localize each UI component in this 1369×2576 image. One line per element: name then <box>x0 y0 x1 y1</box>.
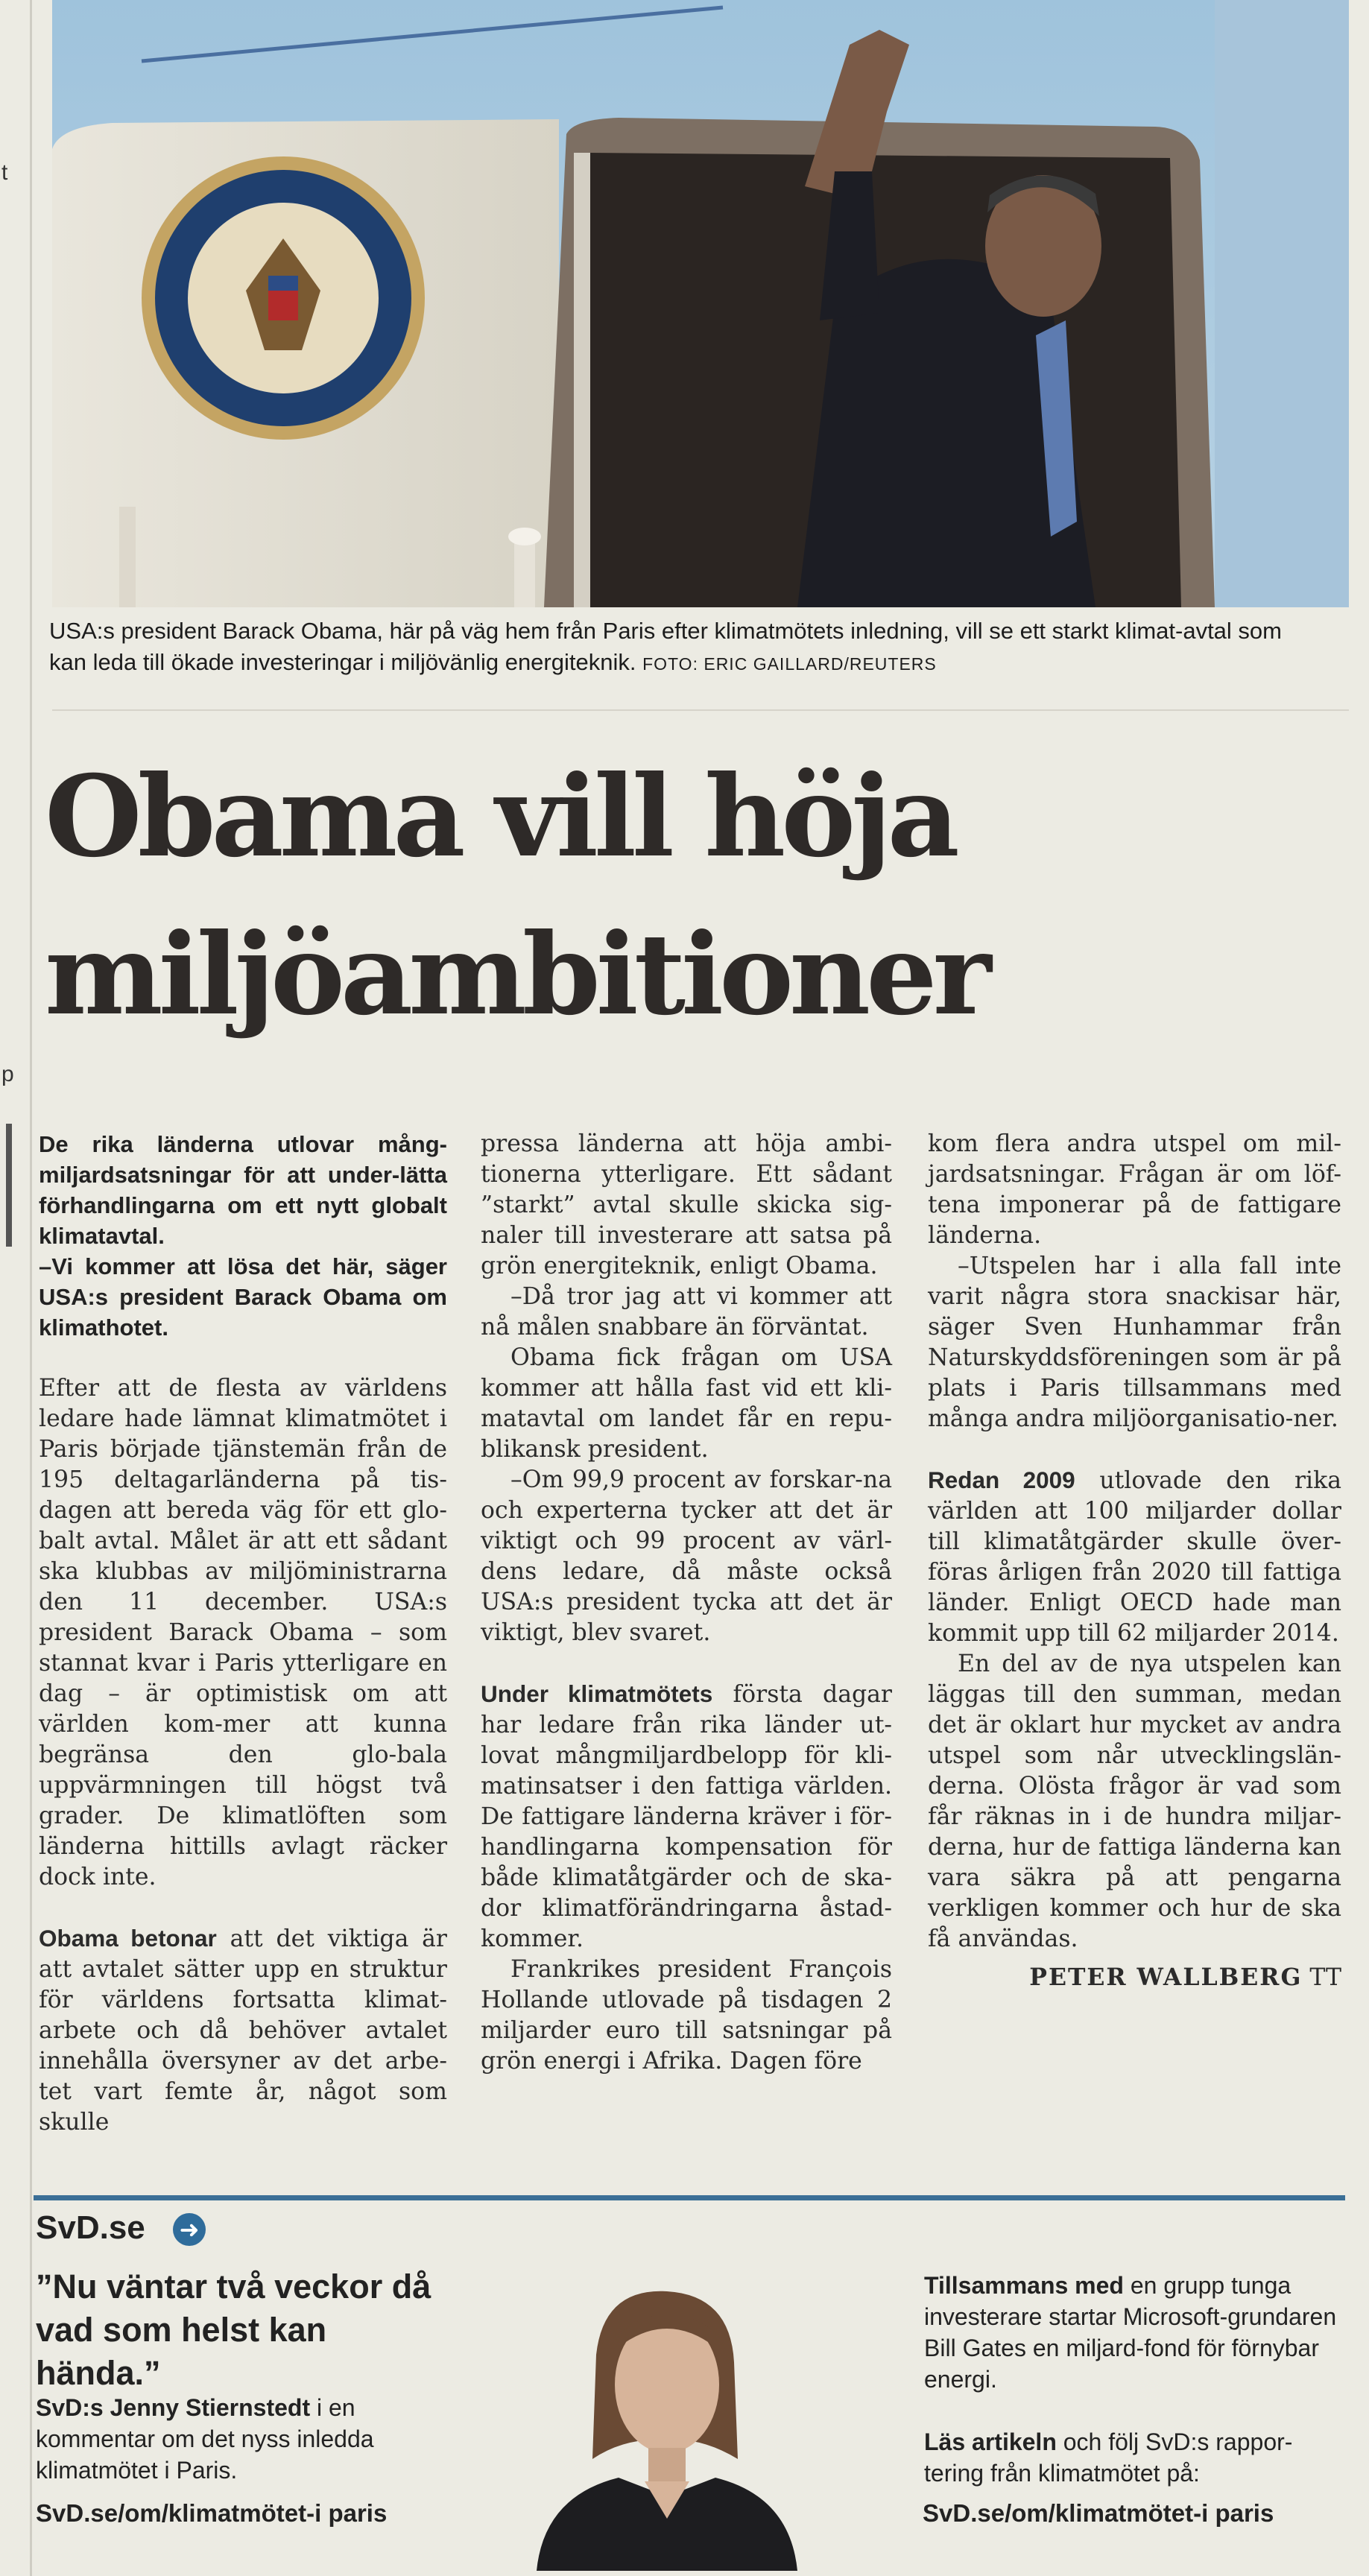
article-paragraph: –Om 99,9 procent av forskar-na och experterna tycker att det är viktigt och 99 procent av värl-dens ledare, då måste också USA:s president tycka att det är viktigt, blev svaret. <box>481 1466 892 1646</box>
subhead-inline: Under klimatmötets <box>481 1680 713 1707</box>
subhead-inline: Obama betonar <box>39 1925 217 1952</box>
article-lead-quote: –Vi kommer att lösa det här, säger USA:s president Barack Obama om klimathotet. <box>39 1253 447 1341</box>
promo-paragraph <box>924 2270 1341 2395</box>
paragraph-text: att det viktiga är att avtalet sätter upp en struktur för världens fortsatta klimat-arbete och då behöver avtalet innehålla översyner av det arbe-tet vart femte år, något som skulle <box>39 1925 447 2136</box>
promo-text: en grupp tunga investerare startar Microsoft-grundaren Bill Gates en miljard-fond för förnybar energi. <box>924 2272 1337 2393</box>
promo-paragraph <box>924 2426 1341 2489</box>
arrow-right-icon: ➜ <box>173 2213 206 2246</box>
article-column-3 <box>928 1129 1341 1993</box>
margin-line <box>30 0 32 2576</box>
photo-illustration <box>52 0 1349 607</box>
promo-link-left[interactable]: SvD.se/om/klimatmötet-i paris <box>36 2499 388 2527</box>
article-paragraph: kom flera andra utspel om mil-jardsatsningar. Frågan är om löf-tena imponerar på de fattigare länderna. <box>928 1130 1341 1249</box>
article-paragraph <box>481 1679 892 1955</box>
article-paragraph: –Utspelen har i alla fall inte varit några stora snackisar här, säger Sven Hunhammar från Naturskyddsföreningen som är på plats i Paris tillsammans med många andra miljöorganisatio-ner. <box>928 1253 1341 1432</box>
article-paragraph <box>39 1923 447 2138</box>
article-paragraph: –Då tror jag att vi kommer att nå målen snabbare än förväntat. <box>481 1283 892 1341</box>
promo-subhead: Läs artikeln <box>924 2428 1057 2455</box>
paragraph-text: utlovade den rika världen att 100 miljarder dollar till klimatåtgärder skulle över-föras årligen från 2020 till fattiga länder. Enligt OECD hade man kommit upp till 62 miljarder 2014. <box>928 1467 1341 1647</box>
portrait-illustration <box>514 2273 812 2571</box>
article-column-2 <box>481 1129 892 2077</box>
article-paragraph: Efter att de flesta av världens ledare hade lämnat klimatmötet i Paris började tjänstemän från de 195 deltagarländerna på tis-dagen att bereda väg för ett glo-balt avtal. Målet är att ett sådant ska klubbas av miljöministrarna den 11 december. USA:s president Barack Obama – som stannat kvar i Paris ytterligare en dag – är optimistisk om att världen kom-mer att kunna begränsa den glo-bala uppvärmningen till högst två grader. De klimatlöften som länderna hittills avlagt räcker dock inte. <box>39 1375 447 1890</box>
paragraph-text: första dagar har ledare från rika länder ut-lovat mångmiljardbelopp för kli-matinsatser i den fattiga världen. De fattigare länderna kräver i för-handlingarna kompensation för både klimatåtgärder och de ska-dor klimatförändringarna åstad-kommer. <box>481 1681 892 1952</box>
promo-quote: ”Nu väntar två veckor då vad som helst kan hända.” <box>36 2268 431 2392</box>
headline-line-1: Obama vill höja <box>45 751 955 882</box>
article-paragraph: pressa länderna att höja ambi-tionerna ytterligare. Ett sådant ”starkt” avtal skulle skicka sig-naler till investerare att satsa på grön energiteknik, enligt Obama. <box>481 1130 892 1279</box>
promo-text: och följ SvD:s rappor-tering från klimatmötet på: <box>924 2428 1293 2487</box>
article-lead: De rika länderna utlovar mång-miljardsatsningar för att under-lätta förhandlingarna om ett nytt globalt klimatavtal. <box>39 1131 447 1249</box>
news-photo <box>52 0 1349 607</box>
article-paragraph: En del av de nya utspelen kan läggas till den summan, medan det är oklart hur mycket av andra utspel som når utvecklingslän-derna. Olösta frågor är vad som får räknas in i de hundra miljar-derna, hur de fattiga länderna kan vara säkra på att pengarna verkligen kommer och hur de ska få användas. <box>928 1651 1341 1952</box>
presidential-seal-icon <box>142 156 425 440</box>
promo-divider <box>34 2195 1345 2200</box>
caption-text: USA:s president Barack Obama, här på väg hem från Paris efter klimatmötets inledning, vill se ett starkt klimat-avtal som kan leda till ökade investeringar i miljövänlig energiteknik. <box>49 618 1282 675</box>
headline <box>45 738 1356 1054</box>
byline <box>928 1962 1341 1993</box>
photo-credit: FOTO: ERIC GAILLARD/REUTERS <box>642 654 937 674</box>
byline-agency: TT <box>1309 1964 1341 1991</box>
author-portrait <box>514 2273 812 2571</box>
edge-character: p <box>1 1062 14 1086</box>
promo-subhead: Tillsammans med <box>924 2272 1124 2299</box>
article-paragraph <box>928 1465 1341 1649</box>
photo-caption <box>49 615 1316 680</box>
margin-bar <box>6 1124 12 1247</box>
promo-label: SvD.se <box>36 2209 145 2246</box>
edge-character: t <box>1 160 8 185</box>
attribution-name: SvD:s Jenny Stiernstedt <box>36 2394 311 2421</box>
headline-line-2: miljöambitioner <box>45 909 987 1040</box>
article-paragraph: Obama fick frågan om USA kommer att hålla fast vid ett kli-matavtal om landet får en repu-blikansk president. <box>481 1344 892 1463</box>
article-paragraph: Frankrikes president François Hollande utlovade på tisdagen 2 miljarder euro till satsningar på grön energi i Afrika. Dagen före <box>481 1956 892 2075</box>
divider <box>52 709 1349 711</box>
promo-link-right[interactable]: SvD.se/om/klimatmötet-i paris <box>923 2499 1274 2527</box>
promo-right-column <box>924 2270 1341 2520</box>
attribution-text: i en kommentar om det nyss inledda klimatmötet i Paris. <box>36 2394 374 2484</box>
byline-author: PETER WALLBERG <box>1029 1963 1303 1991</box>
subhead-inline: Redan 2009 <box>928 1466 1075 1493</box>
article-column-1 <box>39 1129 447 2138</box>
promo-quote-attribution <box>36 2392 453 2486</box>
